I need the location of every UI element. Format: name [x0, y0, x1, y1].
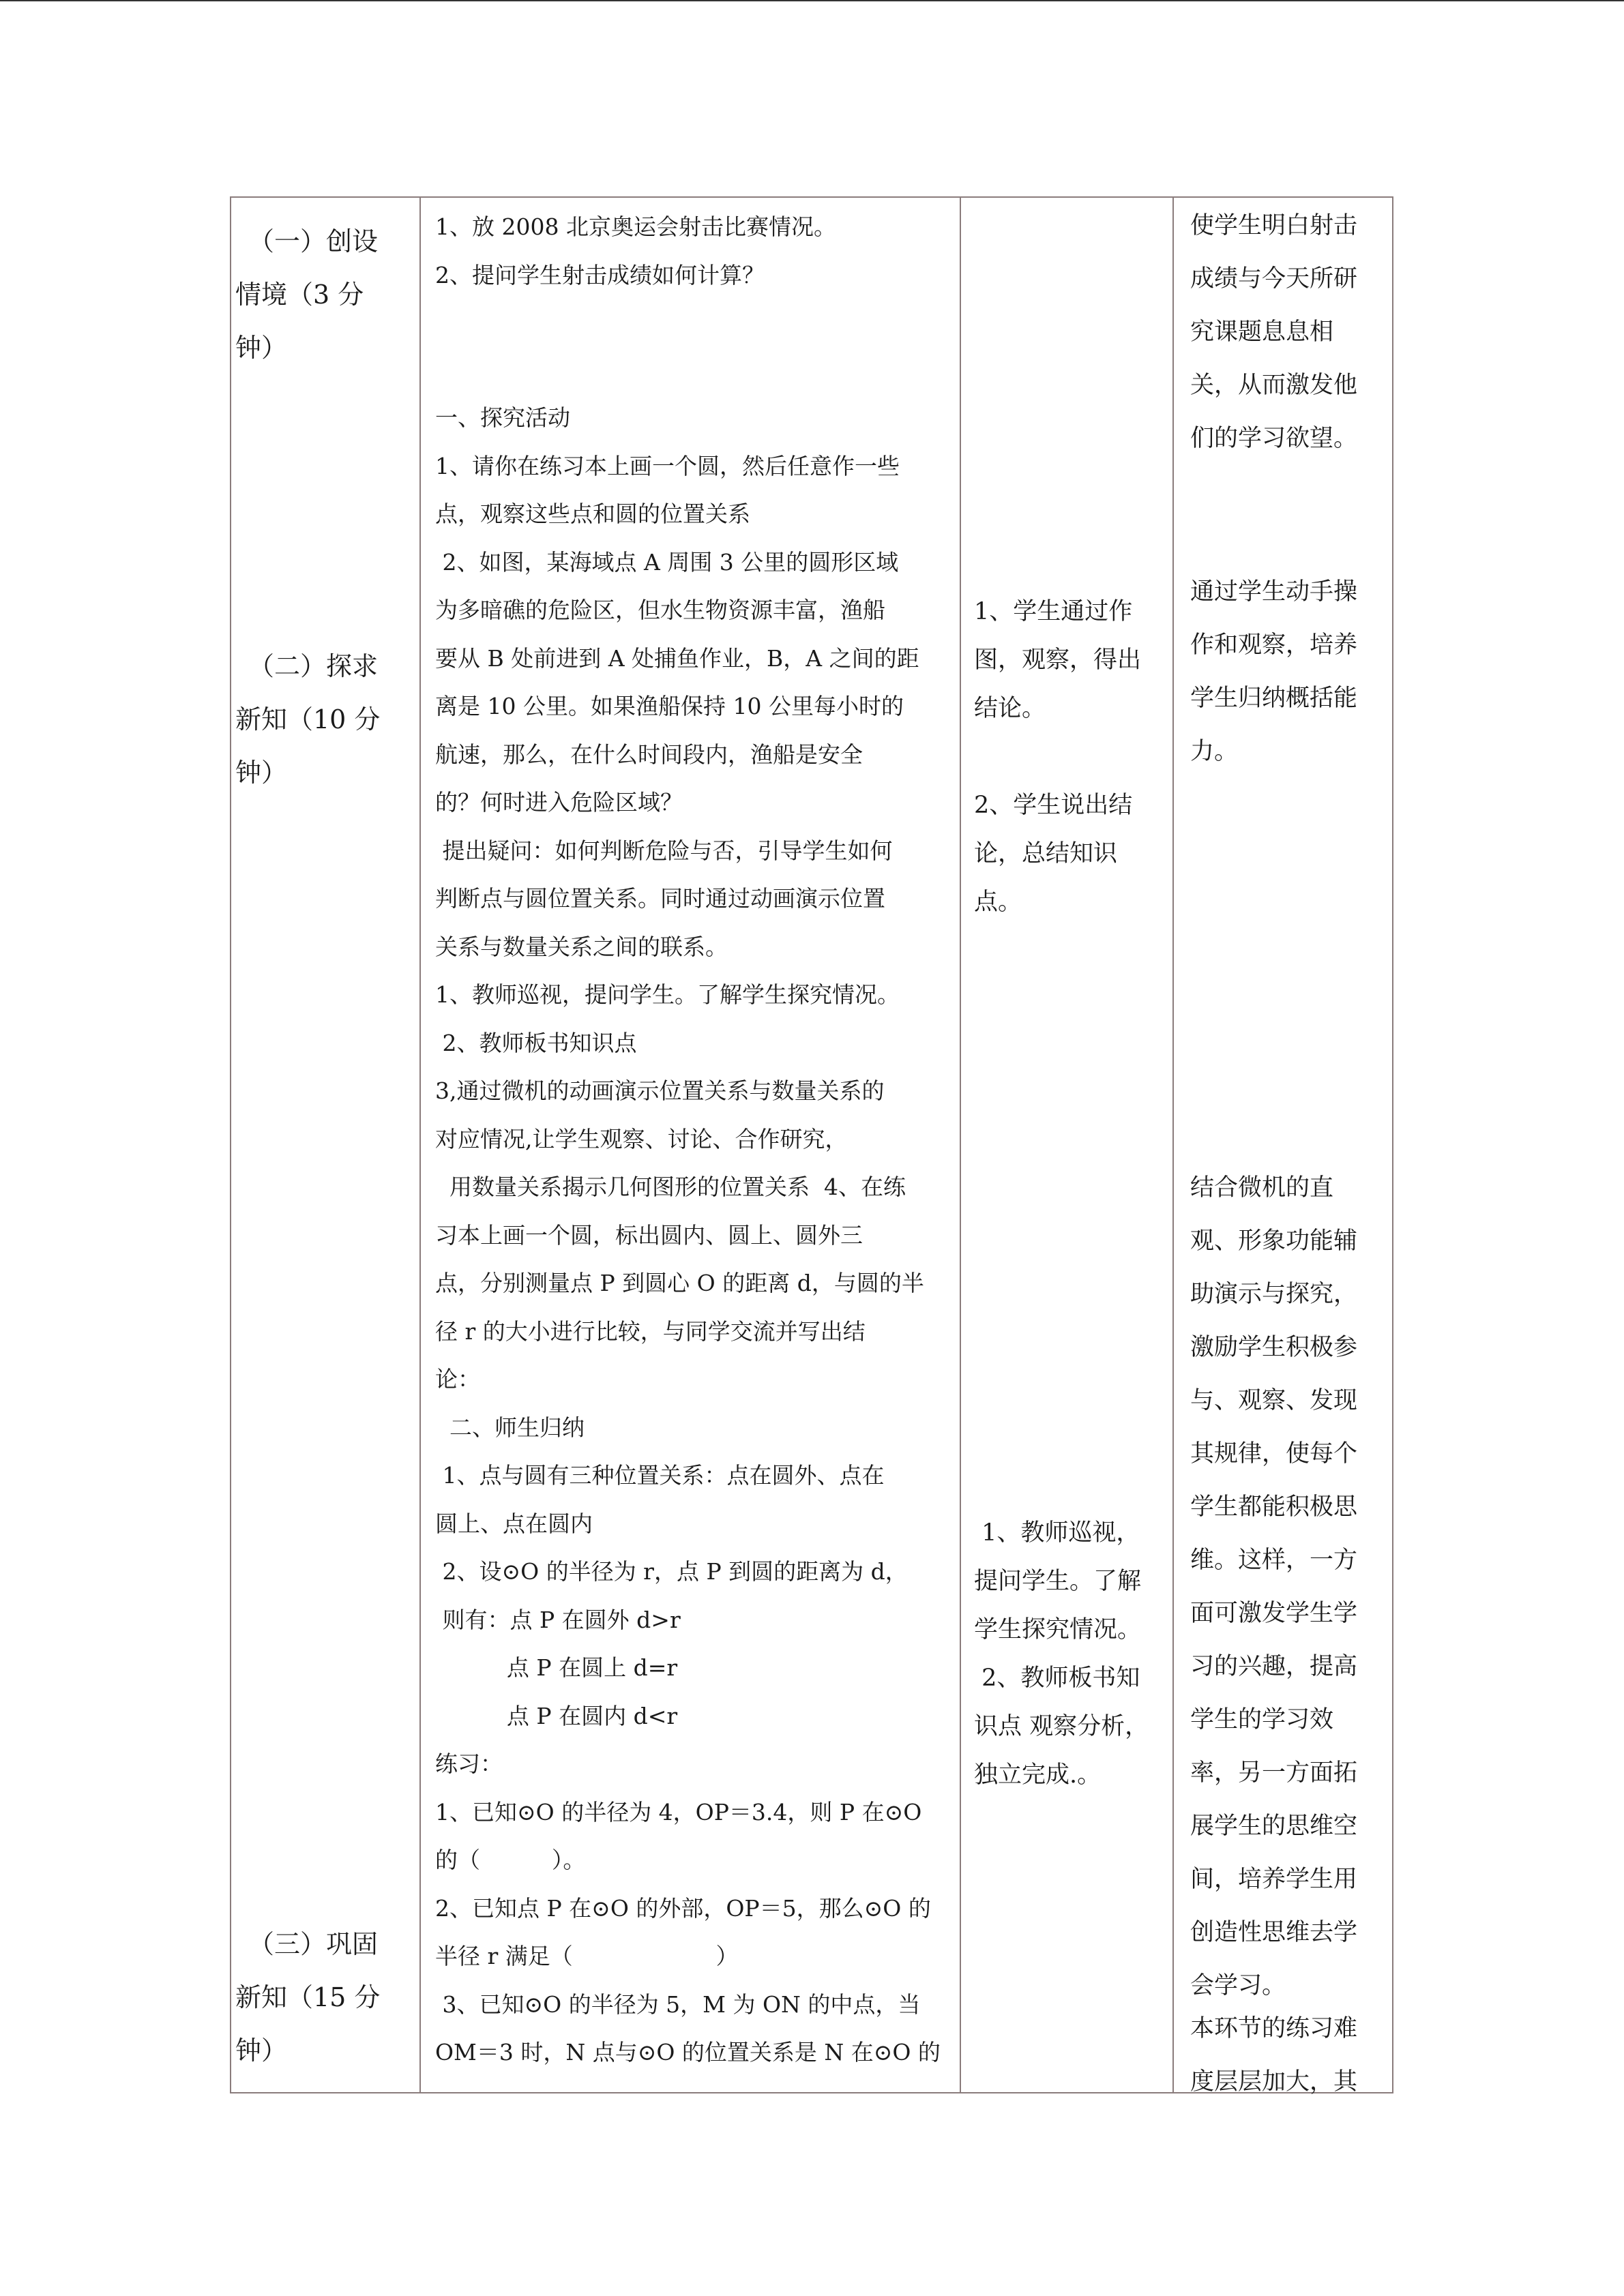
process-line: 对应情况,让学生观察、讨论、合作研究，: [435, 1125, 848, 1152]
intent-line: 度层层加大，其: [1190, 2068, 1358, 2096]
stage-cell-explore: [235, 640, 419, 799]
process-line: 论：: [435, 1366, 480, 1392]
student-cell-1: [974, 588, 1172, 733]
process-line: 径 r 的大小进行比较，与同学交流并写出结: [435, 1317, 866, 1345]
intent-line: 通过学生动手操: [1190, 578, 1358, 606]
process-line: 离是 10 公里。如果渔船保持 10 公里每小时的: [435, 693, 904, 719]
stage-line: 新知（10 分: [235, 704, 381, 734]
student-line: 点。: [974, 889, 1022, 916]
intent-line: 究课题息息相: [1190, 318, 1334, 346]
stage-line: 情境（3 分: [235, 280, 364, 310]
intent-line: 维。这样，一方: [1190, 1547, 1358, 1574]
process-line: 用数量关系揭示几何图形的位置关系 4、在练: [435, 1174, 906, 1200]
intent-line: 助演示与探究，: [1190, 1281, 1358, 1308]
intent-line: 创造性思维去学: [1190, 1919, 1358, 1946]
process-line: 点 P 在圆内 d<r: [435, 1702, 678, 1729]
student-line: 学生探究情况。: [974, 1616, 1142, 1643]
process-line: 2、设⊙O 的半径为 r，点 P 到圆的距离为 d，: [435, 1558, 908, 1585]
intent-line: 作和观察，培养: [1190, 631, 1358, 659]
process-line: 一、探究活动: [435, 404, 570, 431]
process-line: 则有：点 P 在圆外 d>r: [435, 1606, 681, 1633]
process-line: 提出疑问：如何判断危险与否，引导学生如何: [435, 837, 893, 864]
stage-line: （二）探求: [235, 651, 379, 681]
stage-line: （一）创设: [235, 226, 379, 256]
process-line: 1、点与圆有三种位置关系：点在圆外、点在: [435, 1462, 885, 1489]
stage-cell-intro: [235, 215, 419, 374]
intent-line: 会学习。: [1190, 1972, 1286, 1999]
process-line: 3、已知⊙O 的半径为 5，M 为 ON 的中点，当: [435, 1991, 921, 2018]
process-line: 圆上、点在圆内: [435, 1510, 593, 1537]
process-line: 为多暗礁的危险区，但水生物资源丰富，渔船: [435, 597, 885, 623]
process-line: 判断点与圆位置关系。同时通过动画演示位置: [435, 885, 885, 912]
process-line: 点，分别测量点 P 到圆心 O 的距离 d，与圆的半: [435, 1270, 924, 1296]
intent-cell-3: [1190, 1161, 1388, 2012]
column-divider-1: [419, 196, 421, 2093]
intent-line: 面可激发学生学: [1190, 1600, 1358, 1627]
intent-line: 学生的学习效: [1190, 1706, 1334, 1733]
student-line: 1、教师巡视，: [974, 1519, 1140, 1547]
intent-line: 观、形象功能辅: [1190, 1227, 1358, 1255]
stage-line: （三）巩固: [235, 1929, 379, 1959]
student-line: 结论。: [974, 695, 1046, 722]
process-line: 练习：: [435, 1750, 503, 1777]
process-line: 2、如图，某海域点 A 周围 3 公里的圆形区域: [435, 548, 899, 576]
intent-line: 与、观察、发现: [1190, 1387, 1358, 1414]
process-line: 二、师生归纳: [435, 1414, 585, 1441]
process-line: 2、教师板书知识点: [435, 1029, 637, 1056]
process-line: 半径 r 满足（ ）: [435, 1943, 739, 1969]
stage-cell-consolidate: [235, 1918, 419, 2077]
intent-line: 率，另一方面拓: [1190, 1759, 1358, 1787]
process-line: 点，观察这些点和圆的位置关系: [435, 501, 750, 527]
intent-line: 习的兴趣，提高: [1190, 1653, 1358, 1680]
process-line: 1、请你在练习本上画一个圆，然后任意作一些: [435, 452, 900, 479]
stage-line: 新知（15 分: [235, 1982, 381, 2012]
process-line: 关系与数量关系之间的联系。: [435, 933, 728, 960]
intent-line: 展学生的思维空: [1190, 1813, 1358, 1840]
process-line: 的？何时进入危险区域？: [435, 789, 683, 816]
process-line: 的（ ）。: [435, 1847, 586, 1873]
stage-line: 钟）: [235, 333, 288, 363]
intent-line: 们的学习欲望。: [1190, 425, 1358, 452]
intent-line: 结合微机的直: [1190, 1174, 1334, 1202]
intent-line: 学生归纳概括能: [1190, 685, 1358, 712]
process-line: 1、教师巡视，提问学生。了解学生探究情况。: [435, 981, 900, 1008]
intent-cell-4: [1190, 2002, 1388, 2108]
process-line: 要从 B 处前进到 A 处捕鱼作业，B，A 之间的距: [435, 644, 919, 672]
process-line: 航速，那么，在什么时间段内，渔船是安全: [435, 741, 863, 768]
student-line: 2、教师板书知: [974, 1665, 1140, 1692]
process-line: 1、放 2008 北京奥运会射击比赛情况。: [435, 213, 836, 240]
process-line: 习本上画一个圆，标出圆内、圆上、圆外三: [435, 1221, 863, 1249]
process-cell-main: [435, 394, 954, 2077]
student-line: 独立完成.。: [974, 1761, 1102, 1789]
process-line: 2、已知点 P 在⊙O 的外部，OP＝5，那么⊙O 的: [435, 1894, 931, 1922]
intent-line: 间，培养学生用: [1190, 1866, 1358, 1893]
process-line: OM＝3 时，N 点与⊙O 的位置关系是 N 在⊙O 的: [435, 2039, 941, 2066]
intent-line: 使学生明白射击: [1190, 212, 1358, 239]
intent-line: 成绩与今天所研: [1190, 265, 1358, 293]
student-line: 识点 观察分析，: [974, 1713, 1149, 1740]
process-line: 1、已知⊙O 的半径为 4，OP＝3.4，则 P 在⊙O: [435, 1798, 922, 1825]
process-cell-intro: [435, 203, 954, 299]
student-line: 图，观察，得出: [974, 646, 1142, 674]
student-line: 论，总结知识: [974, 840, 1118, 867]
column-divider-2: [960, 196, 961, 2093]
intent-line: 关，从而激发他: [1190, 372, 1358, 399]
stage-line: 钟）: [235, 2036, 288, 2066]
page-top-rule: [0, 0, 1624, 1]
intent-line: 学生都能积极思: [1190, 1493, 1358, 1521]
process-line: 2、提问学生射击成绩如何计算？: [435, 261, 765, 288]
intent-line: 其规律，使每个: [1190, 1440, 1358, 1467]
student-cell-3: [974, 1509, 1172, 1800]
student-line: 1、学生通过作: [974, 598, 1133, 625]
intent-cell-1: [1190, 199, 1388, 465]
intent-line: 激励学生积极参: [1190, 1334, 1358, 1361]
process-line: 3,通过微机的动画演示位置关系与数量关系的: [435, 1077, 885, 1104]
intent-cell-2: [1190, 565, 1388, 778]
intent-line: 本环节的练习难: [1190, 2015, 1358, 2042]
intent-line: 力。: [1190, 738, 1239, 765]
column-divider-3: [1172, 196, 1174, 2093]
student-line: 2、学生说出结: [974, 792, 1133, 819]
process-line: 点 P 在圆上 d=r: [435, 1654, 678, 1681]
stage-line: 钟）: [235, 758, 288, 788]
student-cell-2: [974, 781, 1172, 927]
student-line: 提问学生。了解: [974, 1568, 1142, 1595]
